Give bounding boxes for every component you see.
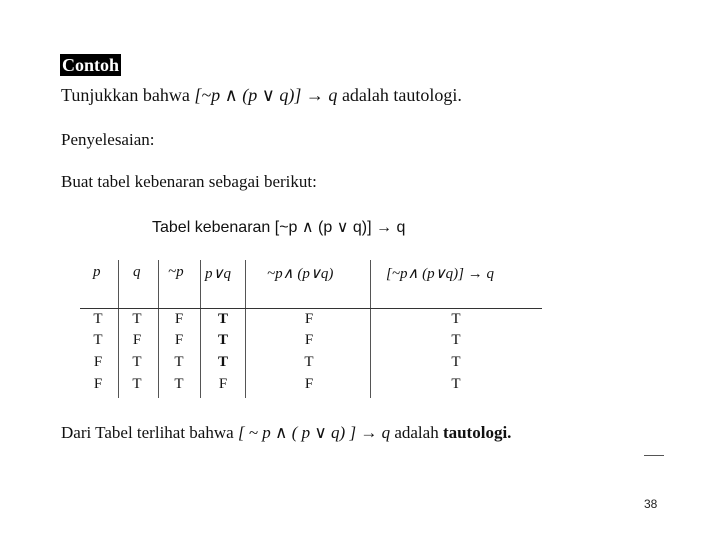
table-divider	[370, 260, 371, 398]
table-cell: T	[174, 354, 184, 370]
table-cell: T	[451, 332, 461, 348]
truth-table	[80, 260, 542, 398]
problem-statement	[61, 85, 462, 106]
table-cell: F	[304, 332, 314, 348]
example-label: Contoh	[62, 55, 120, 75]
problem-formula: [~p ∧ (p ∨ q)] → q	[194, 85, 338, 105]
table-cell: F	[174, 332, 184, 348]
header-p-or-q: p∨q	[205, 266, 231, 282]
table-cell: F	[304, 376, 314, 392]
table-divider	[200, 260, 201, 398]
header-not-p: ~p	[168, 264, 184, 280]
conclusion-middle: adalah	[394, 423, 439, 442]
problem-prefix: Tunjukkan bahwa	[61, 85, 190, 105]
table-cell: T	[93, 311, 103, 327]
table-cell: T	[304, 354, 314, 370]
header-p: p	[93, 264, 101, 280]
table-cell: T	[451, 354, 461, 370]
table-cell: T	[132, 311, 142, 327]
page-number: 38	[644, 497, 658, 511]
table-cell: T	[451, 311, 461, 327]
conclusion-prefix: Dari Tabel terlihat bahwa	[61, 423, 234, 442]
table-cell: T	[217, 354, 229, 370]
conclusion-keyword: tautologi.	[442, 423, 512, 442]
table-cell: F	[174, 311, 184, 327]
table-cell: F	[93, 376, 103, 392]
table-divider	[245, 260, 246, 398]
header-q: q	[133, 264, 141, 280]
instruction-text: Buat tabel kebenaran sebagai berikut:	[61, 172, 317, 191]
table-caption: Tabel kebenaran [~p ∧ (p ∨ q)] → q	[152, 219, 406, 236]
table-divider	[158, 260, 159, 398]
solution-label: Penyelesaian:	[61, 130, 155, 149]
table-cell: T	[217, 311, 229, 327]
table-cell: T	[132, 376, 142, 392]
table-header-rule	[80, 308, 542, 309]
table-cell: F	[132, 332, 142, 348]
table-cell: F	[304, 311, 314, 327]
header-implication: [~p∧ (p∨q)] → q	[386, 266, 494, 282]
table-cell: F	[93, 354, 103, 370]
table-cell: F	[218, 376, 228, 392]
table-cell: T	[451, 376, 461, 392]
table-cell: T	[132, 354, 142, 370]
table-divider	[118, 260, 119, 398]
footer-rule	[644, 455, 664, 456]
table-cell: T	[174, 376, 184, 392]
header-not-p-and-p-or-q: ~p∧ (p∨q)	[267, 266, 334, 282]
table-cell: T	[217, 332, 229, 348]
table-cell: T	[93, 332, 103, 348]
conclusion-text	[61, 423, 511, 443]
problem-suffix: adalah tautologi.	[341, 85, 462, 105]
conclusion-formula: [ ~ p ∧ ( p ∨ q) ] → q	[237, 423, 391, 442]
